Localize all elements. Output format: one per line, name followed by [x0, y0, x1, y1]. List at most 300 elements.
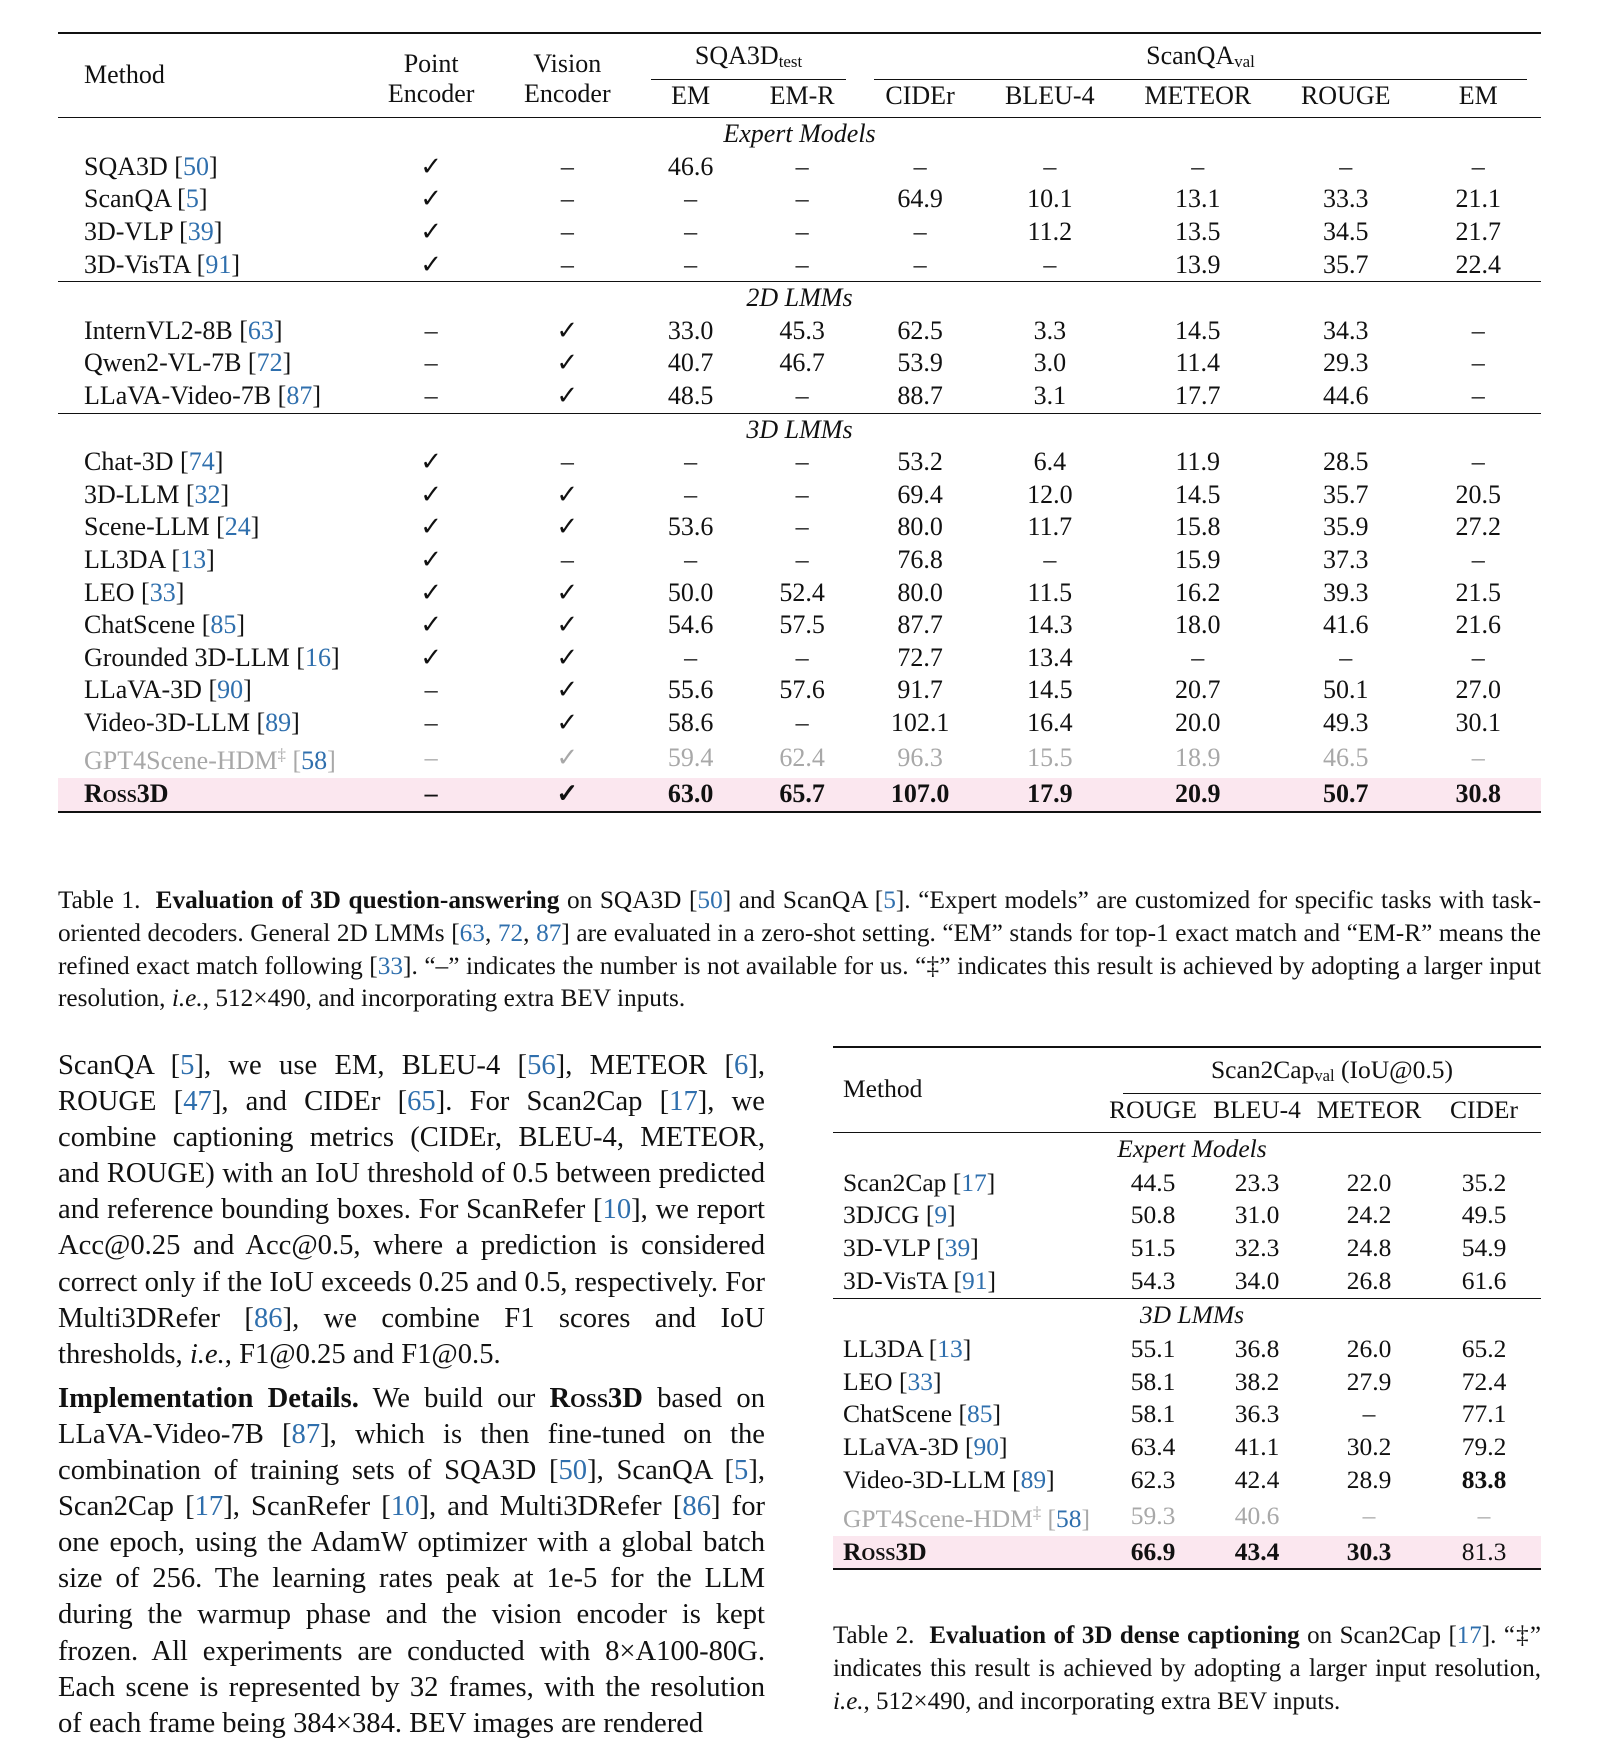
table-cell: 21.1	[1455, 184, 1501, 214]
table-row	[58, 778, 1541, 812]
text-run: We build our	[358, 1382, 550, 1414]
table-cell: 13.9	[1175, 249, 1221, 279]
citation-link[interactable]: 86	[253, 1302, 283, 1334]
table-cell: 65.7	[744, 778, 860, 812]
method-name: ChatScene [85]	[843, 1399, 1001, 1429]
table-row	[58, 707, 1541, 740]
table-cell: –	[1471, 151, 1485, 181]
table-cell: –	[684, 249, 698, 279]
method-label: InternVL2-8B	[84, 315, 233, 345]
section-header-row	[58, 282, 1541, 315]
table-cell: ✓	[556, 707, 579, 737]
table-cell: 18.0	[1175, 610, 1221, 640]
table-cell: –	[795, 380, 809, 410]
citation-link[interactable]: 6	[734, 1050, 749, 1081]
table-cell: 40.7	[667, 348, 714, 378]
table-cell: 52.4	[779, 577, 825, 607]
section-title: 3D LMMs	[1139, 1300, 1245, 1330]
table-row	[58, 216, 1541, 249]
table-2-caption: Table 2. Evaluation of 3D dense captioning on Scan2Cap [17]. “‡” indicates this result is achieved by adopting a larger input resolution, i.e., 512×490, and incorporating extra BEV inputs.	[833, 1622, 1541, 1715]
table-cell: 61.6	[1461, 1265, 1507, 1295]
table-cell: 24.2	[1346, 1200, 1392, 1230]
table-cell: 20.5	[1455, 479, 1501, 509]
table-cell: 81.3	[1427, 1536, 1541, 1570]
table-cell: ✓	[556, 642, 579, 672]
citation-link[interactable]: 39	[944, 1233, 971, 1263]
table-row	[58, 249, 1541, 282]
method-name: SQA3D [50]	[84, 151, 218, 181]
citation-link[interactable]: 50	[558, 1455, 588, 1487]
table-cell: 11.9	[1175, 447, 1221, 477]
table-row	[58, 609, 1541, 642]
table-cell: –	[424, 707, 438, 737]
method-name: Qwen2-VL-7B [72]	[84, 348, 292, 378]
citation-link[interactable]: 33	[907, 1366, 933, 1396]
citation-link[interactable]: 85	[210, 610, 237, 640]
table-2-header-row-1	[833, 1047, 1541, 1094]
header-vision-encoder: Vision Encoder	[524, 48, 611, 108]
method-name: Grounded 3D-LLM [16]	[84, 642, 340, 672]
text-run: ], and Multi3DRefer [	[419, 1491, 683, 1523]
table-cell: 26.8	[1346, 1265, 1392, 1295]
table-cell: 49.5	[1461, 1200, 1507, 1230]
table-cell: 36.8	[1234, 1333, 1280, 1363]
table-cell: 14.5	[1175, 479, 1221, 509]
header-sqa3d-group: SQA3Dtest	[637, 33, 860, 80]
header-method: Method	[84, 60, 165, 90]
table-cell: –	[1043, 544, 1057, 574]
table-row	[58, 446, 1541, 479]
citation-link[interactable]: 10	[390, 1491, 420, 1523]
section-title: Expert Models	[723, 119, 876, 149]
citation-link[interactable]: 90	[973, 1432, 1000, 1462]
table-row	[58, 315, 1541, 348]
table-cell: 35.7	[1323, 479, 1369, 509]
citation-link[interactable]: 5	[185, 184, 199, 214]
table-cell: 40.6	[1234, 1500, 1280, 1530]
table-cell: 53.9	[897, 348, 943, 378]
table-cell: –	[913, 216, 927, 246]
table-cell: 35.9	[1323, 512, 1369, 542]
method-label: Video-3D-LLM	[843, 1464, 1006, 1494]
table-cell: –	[1471, 380, 1485, 410]
header-col: EM	[1458, 80, 1498, 110]
citation-link[interactable]: 10	[602, 1194, 632, 1226]
table-cell: 50.8	[1130, 1200, 1176, 1230]
header-col: BLEU-4	[1213, 1094, 1301, 1124]
table-cell: 46.7	[779, 348, 825, 378]
table-cell: 13.4	[1027, 642, 1073, 672]
table-cell: 48.5	[667, 380, 714, 410]
table-cell: –	[1477, 1500, 1491, 1530]
table-cell: 17.9	[980, 778, 1119, 812]
method-name: 3D-VisTA [91]	[84, 249, 240, 279]
table-cell: 63.4	[1130, 1432, 1176, 1462]
citation-link[interactable]: 9	[934, 1200, 948, 1230]
table-cell: 15.8	[1175, 512, 1221, 542]
table-cell: –	[684, 479, 698, 509]
header-col: CIDEr	[885, 80, 955, 110]
table-cell: 44.6	[1323, 380, 1369, 410]
table-cell: 11.7	[1027, 512, 1073, 542]
table-cell: 62.5	[897, 315, 943, 345]
table-cell: –	[913, 249, 927, 279]
citation-link[interactable]: 90	[217, 675, 244, 705]
method-label: SQA3D	[84, 151, 168, 181]
table-cell: –	[424, 348, 438, 378]
citation-link[interactable]: 17	[961, 1167, 987, 1197]
header-scanqa-group: ScanQAval	[860, 33, 1541, 80]
table-cell: 16.4	[1027, 707, 1073, 737]
table-cell: 43.4	[1203, 1536, 1311, 1570]
method-label: ChatScene	[84, 610, 196, 640]
citation-link[interactable]: 17	[194, 1491, 224, 1523]
table-cell: 30.8	[1415, 778, 1541, 812]
table-cell: 50.0	[667, 577, 714, 607]
method-label: Ross3D	[84, 779, 169, 809]
table-1-header-row-1	[58, 33, 1541, 80]
table-cell: 102.1	[890, 707, 950, 737]
table-cell: 14.5	[1175, 315, 1221, 345]
table-cell: 16.2	[1175, 577, 1221, 607]
header-method: Method	[843, 1074, 923, 1104]
table-cell: 26.0	[1346, 1333, 1392, 1363]
table-cell: –	[1043, 249, 1057, 279]
table-cell: ✓	[420, 151, 443, 181]
table-cell: 33.3	[1323, 184, 1369, 214]
header-col: EM-R	[769, 80, 835, 110]
section-title: 2D LMMs	[746, 283, 853, 313]
table-cell: –	[1362, 1399, 1376, 1429]
citation-link[interactable]: 13	[937, 1333, 963, 1363]
method-name: Video-3D-LLM [89]	[843, 1464, 1055, 1494]
citation-link[interactable]: 72	[256, 348, 283, 378]
table-cell: –	[365, 778, 498, 812]
table-cell: ✓	[420, 512, 443, 542]
table-cell: ✓	[556, 743, 579, 773]
text-run: ]. For Scan2Cap [	[435, 1086, 670, 1118]
method-name: 3DJCG [9]	[843, 1200, 956, 1230]
method-name: Scene-LLM [24]	[84, 512, 260, 542]
table-row	[58, 577, 1541, 610]
table-cell: 50.7	[1276, 778, 1415, 812]
table-cell: –	[795, 707, 809, 737]
table-cell: –	[684, 184, 698, 214]
table-cell: 54.3	[1130, 1265, 1176, 1295]
table-cell: 21.5	[1455, 577, 1501, 607]
method-label: LL3DA	[843, 1333, 923, 1363]
table-cell: ✓	[420, 184, 443, 214]
method-name: Video-3D-LLM [89]	[84, 707, 300, 737]
table-cell: –	[684, 642, 698, 672]
table-cell: 83.8	[1461, 1464, 1507, 1494]
table-cell: 3.3	[1033, 315, 1067, 345]
table-cell: –	[1043, 151, 1057, 181]
table-cell: 13.1	[1175, 184, 1221, 214]
citation-link[interactable]: 13	[180, 544, 207, 574]
table-cell: 30.2	[1346, 1432, 1392, 1462]
table-cell: 41.6	[1323, 610, 1369, 640]
table-cell: 41.1	[1234, 1432, 1280, 1462]
citation-link[interactable]: 87	[291, 1418, 321, 1450]
table-cell: 17.7	[1175, 380, 1221, 410]
table-cell: 22.4	[1455, 249, 1501, 279]
citation-link[interactable]: 85	[966, 1399, 993, 1429]
method-name	[58, 778, 365, 812]
text-run: ], ScanQA [	[587, 1455, 735, 1487]
table-cell: 3.1	[1033, 380, 1067, 410]
method-name: LL3DA [13]	[843, 1333, 972, 1363]
method-name: Chat-3D [74]	[84, 447, 224, 477]
method-name: 3D-LLM [32]	[84, 479, 230, 509]
table-cell: ✓	[420, 216, 443, 246]
table-cell: 62.3	[1130, 1464, 1176, 1494]
table-cell: 35.2	[1461, 1167, 1507, 1197]
method-label: ScanQA	[84, 184, 171, 214]
table-cell: 80.0	[897, 577, 943, 607]
method-name: LEO [33]	[843, 1366, 942, 1396]
citation-link[interactable]: 33	[149, 577, 176, 607]
table-cell: –	[1191, 151, 1205, 181]
body-text	[58, 1048, 765, 1750]
citation-link[interactable]: 50	[182, 151, 209, 181]
table-cell: ✓	[556, 610, 579, 640]
table-cell: ✓	[420, 544, 443, 574]
section-title: 3D LMMs	[746, 414, 853, 444]
table-row	[833, 1167, 1541, 1200]
text-run: ] for one epoch, using the AdamW optimizer with a global batch size of 256. The learning rates peak at 1e-5 for the LLM during the warmup phase and the vision encoder is kept frozen. All experiments are conducted with 8×A100-80G. Each scene is represented by 32 frames, with the resolution of each frame being 384×384. BEV images are rendered	[58, 1491, 766, 1739]
table-cell: 72.4	[1461, 1366, 1507, 1396]
citation-link[interactable]: 5	[180, 1050, 195, 1081]
table-row	[58, 347, 1541, 380]
table-row	[58, 151, 1541, 184]
table-cell: 37.3	[1323, 544, 1369, 574]
header-col: CIDEr	[1450, 1094, 1518, 1124]
table-cell: 53.6	[667, 512, 714, 542]
text-run: ], METEOR [	[555, 1050, 735, 1081]
table-cell: 77.1	[1461, 1399, 1507, 1429]
section-header-row	[58, 118, 1541, 151]
table-cell: 29.3	[1323, 348, 1369, 378]
citation-link[interactable]: 86	[682, 1491, 711, 1523]
table-cell: ✓	[556, 348, 579, 378]
text-run: ScanQA [	[58, 1050, 181, 1081]
method-label: 3D-VLP	[84, 216, 173, 246]
table-cell: 10.1	[1027, 184, 1073, 214]
citation-link[interactable]: 24	[224, 512, 251, 542]
table-cell: 50.1	[1323, 675, 1369, 705]
text-run: ], and CIDEr [	[211, 1086, 408, 1118]
citation-link[interactable]: 91	[961, 1265, 988, 1295]
table-1-caption: Table 1. Evaluation of 3D question-answering on SQA3D [50] and ScanQA [5]. “Expert models” are customized for specific tasks with task-oriented decoders. General 2D LMMs [63, 72, 87] are evaluated in a zero-shot setting. “EM” stands for top-1 exact match and “EM-R” means the refined exact match following [33]. “–” indicates the number is not available for us. “‡” indicates this result is achieved by adopting a larger input resolution, i.e., 512×490, and incorporating extra BEV inputs.	[58, 886, 1542, 1013]
section-header-row	[58, 413, 1541, 446]
footnote-mark: ‡	[277, 745, 286, 765]
table-row	[58, 544, 1541, 577]
table-row	[833, 1366, 1541, 1399]
citation-link[interactable]: 58	[1055, 1503, 1082, 1533]
table-cell: ✓	[420, 642, 443, 672]
table-cell: 63.0	[637, 778, 744, 812]
bold-text: Ross3D	[549, 1382, 643, 1414]
method-label: GPT4Scene-HDM	[843, 1503, 1033, 1533]
citation-link[interactable]: 17	[669, 1086, 698, 1118]
table-cell: 107.0	[860, 778, 980, 812]
table-cell: 34.3	[1323, 315, 1369, 345]
method-label: LEO	[84, 577, 135, 607]
table-cell: –	[560, 447, 574, 477]
text-run: , F1@0.25 and F1@0.5.	[224, 1338, 501, 1370]
table-cell: –	[1471, 348, 1485, 378]
table-cell: –	[424, 743, 438, 773]
table-cell: –	[424, 315, 438, 345]
method-label: LLaVA-3D	[84, 675, 202, 705]
table-row	[58, 511, 1541, 544]
table-cell: –	[795, 216, 809, 246]
table-cell: –	[795, 479, 809, 509]
table-cell: 3.0	[1033, 348, 1067, 378]
table-cell: 22.0	[1346, 1167, 1392, 1197]
table-cell: –	[795, 447, 809, 477]
table-cell: –	[1191, 642, 1205, 672]
table-cell: ✓	[420, 577, 443, 607]
table-cell: 38.2	[1234, 1366, 1280, 1396]
table-cell: –	[1471, 544, 1485, 574]
method-label: Qwen2-VL-7B	[84, 348, 242, 378]
table-cell: 15.9	[1175, 544, 1221, 574]
table-cell: 62.4	[779, 743, 825, 773]
citation-link[interactable]: 16	[304, 642, 331, 672]
method-label: LLaVA-Video-7B	[84, 380, 272, 410]
citation-link[interactable]: 65	[407, 1086, 436, 1118]
citation-link[interactable]: 32	[194, 479, 221, 509]
table-cell: 59.4	[667, 743, 714, 773]
method-label: GPT4Scene-HDM	[84, 746, 278, 776]
table-cell: 46.6	[667, 151, 714, 181]
table-cell: –	[1339, 642, 1353, 672]
table-cell: –	[424, 675, 438, 705]
citation-link[interactable]: 89	[265, 707, 292, 737]
citation-link[interactable]: 87	[286, 380, 313, 410]
table-cell: –	[560, 544, 574, 574]
table-cell: –	[1362, 1500, 1376, 1530]
table-cell: 91.7	[897, 675, 943, 705]
text-run: ], we combine captioning metrics (CIDEr, BLEU-4, METEOR, and ROUGE) with an IoU threshold of 0.5 between predicted and reference bounding boxes. For ScanRefer [	[58, 1086, 765, 1226]
table-cell: 14.3	[1027, 610, 1073, 640]
table-row	[58, 739, 1541, 778]
table-cell: 51.5	[1130, 1233, 1176, 1263]
table-row	[58, 674, 1541, 707]
citation-link[interactable]: 63	[247, 315, 274, 345]
table-cell: –	[560, 184, 574, 214]
table-row	[58, 380, 1541, 413]
citation-link[interactable]: 5	[734, 1455, 749, 1487]
method-label: Scene-LLM	[84, 512, 210, 542]
table-cell: 13.5	[1175, 216, 1221, 246]
method-label: Grounded 3D-LLM	[84, 642, 290, 672]
table-cell: 55.1	[1130, 1333, 1176, 1363]
bold-text: Implementation Details.	[58, 1382, 359, 1414]
table-row	[833, 1497, 1541, 1536]
table-cell: 33.0	[667, 315, 714, 345]
table-cell: 6.4	[1033, 447, 1067, 477]
table-row	[833, 1199, 1541, 1232]
text-run: ], ROUGE [	[58, 1050, 765, 1118]
table-cell: 28.9	[1346, 1464, 1392, 1494]
citation-link[interactable]: 56	[527, 1050, 556, 1081]
text-run: ], Scan2Cap [	[58, 1455, 766, 1523]
method-name: InternVL2-8B [63]	[84, 315, 283, 345]
table-cell: 30.3	[1311, 1536, 1427, 1570]
table-cell: 27.0	[1455, 675, 1501, 705]
table-2	[833, 1046, 1541, 1570]
citation-link[interactable]: 39	[187, 216, 214, 246]
table-cell: 87.7	[897, 610, 943, 640]
italic-text: i.e.	[189, 1338, 225, 1370]
citation-link[interactable]: 47	[183, 1086, 212, 1118]
method-label: 3D-VisTA	[84, 249, 191, 279]
table-cell: 28.5	[1323, 447, 1369, 477]
table-cell: –	[1339, 151, 1353, 181]
header-col: METEOR	[1316, 1094, 1422, 1124]
citation-link[interactable]: 74	[188, 447, 215, 477]
paragraph-metrics	[58, 1048, 765, 1373]
table-cell: 54.9	[1461, 1233, 1507, 1263]
table-cell: ✓	[556, 380, 579, 410]
table-cell: –	[1471, 447, 1485, 477]
table-cell: –	[560, 216, 574, 246]
table-cell: 32.3	[1234, 1233, 1280, 1263]
text-run: ], we combine F1 scores and IoU thresholds,	[58, 1302, 765, 1370]
table-cell: 21.7	[1455, 216, 1501, 246]
table-cell: 34.5	[1323, 216, 1369, 246]
citation-link[interactable]: 58	[301, 746, 328, 776]
table-cell: 76.8	[897, 544, 943, 574]
table-cell: 53.2	[897, 447, 943, 477]
table-cell: 66.9	[1103, 1536, 1203, 1570]
method-label: 3D-VisTA	[843, 1265, 948, 1295]
table-cell: 88.7	[897, 380, 943, 410]
table-row	[833, 1464, 1541, 1497]
text-run: ], ScanRefer [	[223, 1491, 391, 1523]
table-cell: 34.0	[1234, 1265, 1280, 1295]
table-cell: 80.0	[897, 512, 943, 542]
table-cell: 57.5	[779, 610, 825, 640]
text-run: ], which is then fine-tuned on the combination of training sets of SQA3D [	[58, 1418, 765, 1487]
table-cell: 57.6	[779, 675, 825, 705]
table-cell: 58.1	[1130, 1366, 1176, 1396]
method-label: Video-3D-LLM	[84, 707, 250, 737]
footnote-mark: ‡	[1032, 1502, 1042, 1522]
method-label: Ross3D	[843, 1536, 927, 1566]
method-label: 3D-LLM	[84, 479, 180, 509]
table-cell: 49.3	[1323, 707, 1369, 737]
table-cell: –	[424, 380, 438, 410]
table-cell: –	[913, 151, 927, 181]
table-cell: ✓	[420, 447, 443, 477]
table-cell: ✓	[420, 479, 443, 509]
table-cell: ✓	[556, 315, 579, 345]
table-cell: ✓	[556, 675, 579, 705]
citation-link[interactable]: 91	[205, 249, 232, 279]
table-cell: –	[684, 447, 698, 477]
paragraph-implementation-details	[58, 1381, 765, 1742]
method-name: GPT4Scene-HDM‡ [58]	[84, 745, 336, 776]
citation-link[interactable]: 89	[1020, 1464, 1047, 1494]
table-cell: 44.5	[1130, 1167, 1176, 1197]
table-cell: 20.9	[1120, 778, 1277, 812]
method-name: LLaVA-3D [90]	[843, 1432, 1008, 1462]
method-name: LLaVA-Video-7B [87]	[84, 380, 321, 410]
